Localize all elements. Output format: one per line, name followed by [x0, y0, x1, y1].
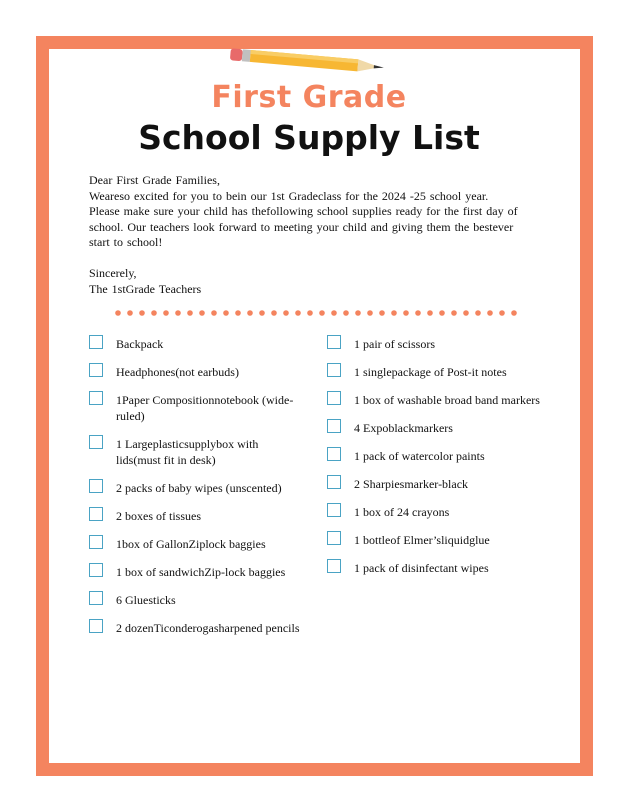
checkbox[interactable]: [89, 391, 103, 405]
supply-item[interactable]: [89, 620, 304, 636]
checkbox[interactable]: [327, 559, 341, 573]
checkbox[interactable]: [327, 335, 341, 349]
title-first-grade: First Grade: [211, 80, 407, 115]
supply-label: 2 dozenTiconderogasharpened pencils: [116, 621, 300, 635]
checkbox[interactable]: [327, 447, 341, 461]
supply-label: 1 Largeplasticsupplybox with lids(must fit in desk): [116, 437, 259, 467]
checkbox[interactable]: [89, 479, 103, 493]
supply-item[interactable]: [327, 364, 547, 380]
supply-label: 1 pack of disinfectant wipes: [354, 561, 489, 575]
checkbox[interactable]: [327, 363, 341, 377]
checkbox[interactable]: [89, 591, 103, 605]
divider-dot: [271, 310, 277, 316]
divider-dot: [175, 310, 181, 316]
supply-label: 1 bottleof Elmer’sliquidglue: [354, 533, 490, 547]
divider-dot: [463, 310, 469, 316]
supply-label: 1 box of sandwichZip-lock baggies: [116, 565, 286, 579]
supply-label: Headphones(not earbuds): [116, 365, 239, 379]
supply-label: 1 pack of watercolor paints: [354, 449, 485, 463]
divider-dot: [307, 310, 313, 316]
supply-label: 1 box of 24 crayons: [354, 505, 450, 519]
supply-item[interactable]: [89, 480, 304, 496]
supply-label: Backpack: [116, 337, 164, 351]
supply-item[interactable]: [327, 336, 547, 352]
supply-item[interactable]: [327, 532, 547, 548]
supply-item[interactable]: [327, 392, 547, 408]
supply-item[interactable]: [89, 508, 304, 524]
checkbox[interactable]: [327, 475, 341, 489]
divider-dot: [439, 310, 445, 316]
supply-item[interactable]: [89, 592, 304, 608]
checkbox[interactable]: [89, 535, 103, 549]
divider-dot: [355, 310, 361, 316]
letter: [89, 173, 521, 297]
checkbox[interactable]: [327, 503, 341, 517]
supply-label: 2 Sharpiesmarker-black: [354, 477, 469, 491]
letter-greeting: Dear First Grade Families,: [89, 173, 220, 187]
divider-dot: [475, 310, 481, 316]
divider-dot: [211, 310, 217, 316]
divider-dot: [487, 310, 493, 316]
supply-item[interactable]: [327, 560, 547, 576]
supply-label: 4 Expoblackmarkers: [354, 421, 453, 435]
supply-item[interactable]: [327, 420, 547, 436]
divider-dot: [499, 310, 505, 316]
supply-list-left: [89, 336, 304, 648]
divider-dot: [259, 310, 265, 316]
divider-dot: [223, 310, 229, 316]
divider-dot: [379, 310, 385, 316]
divider-dot: [127, 310, 133, 316]
divider-dot: [151, 310, 157, 316]
divider-dot: [511, 310, 517, 316]
supply-label: 1 box of washable broad band markers: [354, 393, 540, 407]
letter-signature: The 1stGrade Teachers: [89, 281, 202, 296]
supply-label: 2 packs of baby wipes (unscented): [116, 481, 282, 495]
supply-item[interactable]: [89, 392, 304, 424]
supply-item[interactable]: [327, 476, 547, 492]
title-school-supply-list: School Supply List: [138, 118, 480, 157]
dotted-divider: [114, 309, 524, 317]
supply-item[interactable]: [89, 536, 304, 552]
divider-dot: [319, 310, 325, 316]
supply-label: 6 Gluesticks: [116, 593, 176, 607]
supply-item[interactable]: [89, 436, 304, 468]
supply-list-right: [327, 336, 547, 588]
checkbox[interactable]: [327, 391, 341, 405]
supply-label: 1 pair of scissors: [354, 337, 435, 351]
pencil-icon: [228, 47, 388, 77]
divider-dot: [199, 310, 205, 316]
checkbox[interactable]: [89, 335, 103, 349]
divider-dot: [403, 310, 409, 316]
checkbox[interactable]: [89, 435, 103, 449]
divider-dot: [331, 310, 337, 316]
divider-dot: [247, 310, 253, 316]
divider-dot: [367, 310, 373, 316]
checkbox[interactable]: [89, 619, 103, 633]
divider-dot: [415, 310, 421, 316]
supply-label: 1 singlepackage of Post-it notes: [354, 365, 507, 379]
checkbox[interactable]: [89, 563, 103, 577]
checkbox[interactable]: [89, 507, 103, 521]
divider-dot: [139, 310, 145, 316]
supply-item[interactable]: [89, 364, 304, 380]
checkbox[interactable]: [327, 419, 341, 433]
divider-dot: [115, 310, 121, 316]
divider-dot: [427, 310, 433, 316]
divider-dot: [283, 310, 289, 316]
divider-dot: [235, 310, 241, 316]
divider-dot: [343, 310, 349, 316]
divider-dot: [451, 310, 457, 316]
supply-item[interactable]: [89, 336, 304, 352]
checkbox[interactable]: [89, 363, 103, 377]
checkbox[interactable]: [327, 531, 341, 545]
supply-item[interactable]: [327, 504, 547, 520]
letter-body: Weareso excited for you to bein our 1st Gradeclass for the 2024 -25 school year. Please make sure your child has thefollowing school supplies ready for the first day of school. Our teachers look forward to meeting your child and giving them the bestever start to school!: [89, 188, 518, 249]
divider-dot: [391, 310, 397, 316]
divider-dot: [187, 310, 193, 316]
supply-item[interactable]: [89, 564, 304, 580]
divider-dot: [295, 310, 301, 316]
letter-closing: Sincerely,: [89, 266, 137, 280]
supply-label: 1Paper Compositionnotebook (wide-ruled): [116, 393, 294, 423]
supply-label: 2 boxes of tissues: [116, 509, 201, 523]
supply-label: 1box of GallonZiplock baggies: [116, 537, 266, 551]
supply-item[interactable]: [327, 448, 547, 464]
divider-dot: [163, 310, 169, 316]
